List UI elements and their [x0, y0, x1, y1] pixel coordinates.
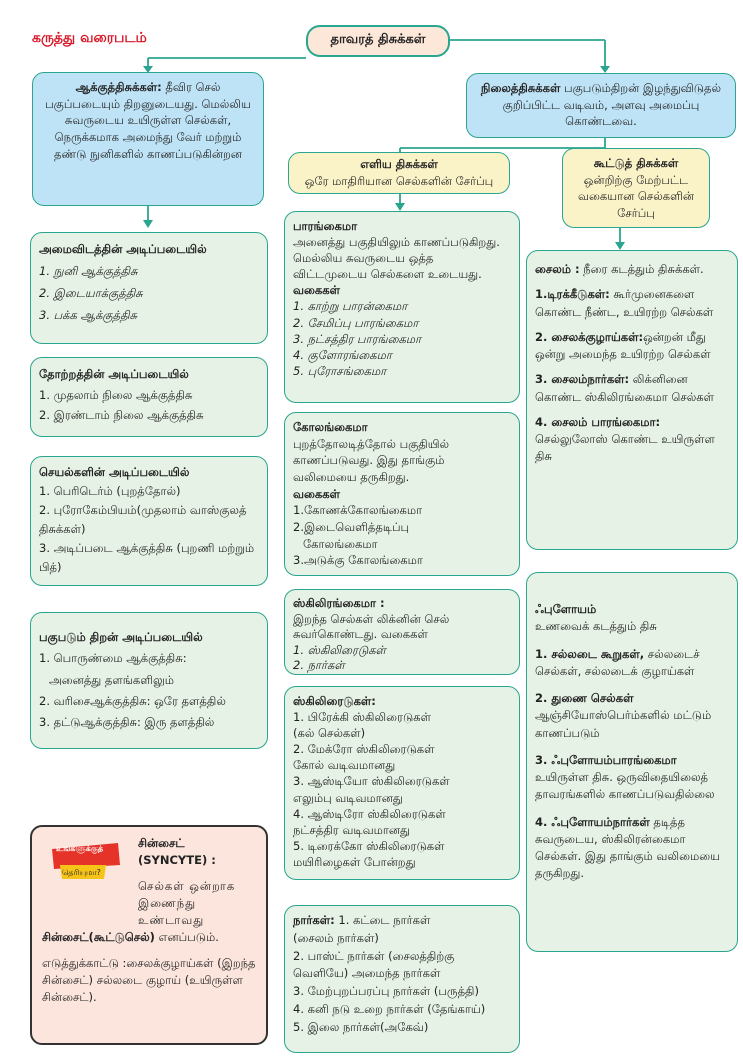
complex-title: கூட்டுத் திசுக்கள்: [593, 156, 679, 170]
list-item: 2. நார்கள்: [293, 658, 345, 673]
list-item: 1. பெரிடெர்ம் (புறத்தோல்): [39, 483, 181, 498]
list-item: 1. முதலாம் நிலை ஆக்குத்திசு: [39, 387, 193, 402]
list-item: 1. பிரேக்கி ஸ்கிலிரைடுகள்: [293, 710, 431, 725]
list-item: 3. அடிப்படை ஆக்குத்திசு (புறணி மற்றும் பித்): [39, 540, 255, 574]
list-item: நட்சத்திர வடிவமானது: [293, 822, 410, 837]
list-item: 2.இடைவெளித்தடிப்பு: [293, 520, 410, 535]
list-item: (கல் செல்கள்): [293, 726, 366, 741]
list-item: 1. நுனி ஆக்குத்திசு: [39, 263, 138, 278]
phloem-entry-label: 3. ஃபுளோயம்பாரங்கைமா: [535, 752, 677, 767]
xylem-heading: சைலம் :: [535, 262, 580, 276]
origin-heading: தோற்றத்தின் அடிப்படையில்: [39, 367, 189, 381]
division-heading: பகுபடும் திறன் அடிப்படையில்: [39, 630, 203, 644]
xylem-entry-text: லிக்னினை கொண்ட ஸ்கிலிரங்கைமா செல்கள்: [535, 372, 715, 404]
badge-bottom-text: தெரியுமா?: [62, 868, 101, 877]
badge-top-text: உங்களுக்குத்: [56, 844, 104, 853]
list-item: 4. ஆஸ்டிரோ ஸ்கிலிரைடுகள்: [293, 806, 446, 821]
complex-tissue-box: [562, 148, 710, 228]
xylem-desc: நீரை கடத்தும் திசுக்கள்.: [579, 262, 704, 276]
know-text: செல்கள் ஒன்றாக இணைந்து உண்டாவது: [138, 878, 236, 927]
sclerenchyma-desc: இறந்த செல்கள் லிக்னின் செல் சுவர்கொண்டது. வகைகள்: [293, 611, 450, 642]
phloem-entry-text: உயிருள்ள திசு. ஒருவிதையிலைத் தாவரங்களில் காணப்படுவதில்லை: [535, 770, 715, 802]
position-heading: அமைவிடத்தின் அடிப்படையில்: [39, 242, 207, 256]
know-term: சின்சைட் (SYNCYTE) :: [138, 836, 216, 868]
list-item: 1. பொருண்மை ஆக்குத்திசு:: [39, 651, 187, 666]
sclerenchyma-heading: ஸ்கிலிரங்கைமா :: [293, 596, 385, 610]
root-node: தாவரத் திசுக்கள்: [306, 25, 450, 57]
permanent-desc: பகுபடும்திறன் இழந்துவிடுதல் குறிப்பிட்ட வடிவம், அளவு அமைப்பு கொண்டவை.: [502, 81, 722, 129]
list-item: 5. புரோசங்கைமா: [293, 363, 387, 378]
phloem-entry-label: 2. துணை செல்கள்: [535, 691, 634, 705]
sclerenchyma-box: [284, 589, 520, 675]
list-item: 2. பாஸ்ட் நார்கள் (சைலத்திற்கு: [293, 948, 455, 963]
collenchyma-heading: கோலங்கைமா: [293, 420, 368, 434]
xylem-entry-label: 1.டிரக்கீடுகள்:: [535, 287, 610, 302]
xylem-entry-text: கூர்முனைகளை கொண்ட நீண்ட, உயிரற்ற செல்கள்: [535, 287, 714, 319]
list-item: 3. தட்டுஆக்குத்திசு: இரு தளத்தில்: [39, 715, 215, 730]
meristem-box: [32, 72, 264, 206]
phloem-entry-text: தடித்த சுவருடைய, ஸ்கிலிரன்கைமா செல்கள். இது தாங்கும் வலிமையை தருகிறது.: [535, 814, 720, 881]
know-example: எடுத்துக்காட்டு :சைலக்குழாய்கள் (இறந்த சின்சைட்) சல்லடை குழாய் (உயிருள்ள சின்சைட்).: [42, 955, 256, 1004]
know-bold: சின்சைட்(கூட்டுசெல்): [42, 930, 155, 945]
parenchyma-types-label: வகைகள்: [293, 283, 340, 298]
know-after: எனப்படும்.: [154, 930, 219, 945]
fibres-box: [284, 905, 520, 1053]
list-item: 2. இரண்டாம் நிலை ஆக்குத்திசு: [39, 408, 204, 423]
collenchyma-desc: புறத்தோலடித்தோல் பகுதியில் காணப்படுவது. இது தாங்கும் வலிமையை தருகிறது.: [293, 436, 450, 485]
simple-tissue-box: [288, 152, 510, 194]
list-item: (சைலம் நார்கள்): [293, 930, 379, 945]
list-item: 1.கோணக்கோலங்கைமா: [293, 503, 423, 518]
complex-desc: ஒன்றிற்கு மேற்பட்ட வகையான செல்களின் சேர்ப்பு: [577, 172, 694, 221]
list-item: 3. ஆஸ்டியோ ஸ்கிலிரைடுகள்: [293, 774, 450, 789]
simple-title: எளிய திசுக்கள்: [360, 157, 438, 171]
phloem-desc: உணவைக் கடத்தும் திசு: [535, 619, 657, 634]
phloem-heading: ஃபுளோயம்: [535, 602, 597, 616]
sclereids-box: [284, 686, 520, 880]
xylem-entry-text: ஒன்றன் மீது ஒன்று அமைந்த உயிரற்ற செல்கள்: [535, 329, 711, 361]
list-item: எலும்பு வடிவமானது: [293, 790, 403, 805]
phloem-entry-label: 1. சல்லடை கூறுகள்,: [535, 646, 645, 661]
list-item: மயிரிழைகள் போன்றது: [293, 854, 416, 869]
page-title: கருத்து வரைபடம்: [32, 30, 147, 46]
list-item: 4. குளோரங்கைமா: [293, 347, 392, 362]
collenchyma-types-label: வகைகள்: [293, 486, 340, 501]
list-item: 2. சேமிப்பு பாரங்கைமா: [293, 315, 419, 330]
meristem-title: ஆக்குத்திசுக்கள்:: [75, 80, 162, 94]
permanent-title: நிலைத்திசுக்கள்: [480, 81, 561, 95]
list-item: 1. காற்று பாரன்கைமா: [293, 299, 408, 314]
simple-desc: ஒரே மாதிரியான செல்களின் சேர்ப்பு: [304, 173, 494, 188]
xylem-entry-label: 4. சைலம் பாரங்கைமா:: [535, 414, 661, 429]
permanent-box: [466, 73, 736, 138]
did-you-know-box: [30, 825, 268, 1045]
xylem-box: [526, 250, 738, 550]
fibres-heading: நார்கள்:: [293, 913, 335, 927]
list-item: 2. புரோகேம்பியம்(முதலாம் வாஸ்குலத் திசுக்கள்): [39, 502, 247, 536]
list-item: 1. கட்டை நார்கள்: [334, 913, 431, 927]
xylem-entry-label: 2. சைலக்குழாய்கள்:: [535, 329, 644, 344]
xylem-entry-label: 3. சைலம்நார்கள்:: [535, 372, 630, 387]
list-item: கோல் வடிவமானது: [293, 758, 396, 773]
phloem-entry-text: சல்லடைச் செல்கள், சல்லடைக் குழாய்கள்: [535, 646, 700, 678]
list-item: வெளியே) அமைந்த நார்கள்: [293, 966, 441, 981]
list-item: 3.அடுக்கு கோலங்கைமா: [293, 553, 423, 568]
list-item: 2. இடையாக்குத்திசு: [39, 285, 143, 300]
collenchyma-box: [284, 412, 520, 576]
list-item: 4. கனி நடு உறை நார்கள் (தேங்காய்): [293, 1002, 486, 1017]
list-item: 3. பக்க ஆக்குத்திசு: [39, 307, 138, 322]
list-item: 1. ஸ்கிலிரைடுகள்: [293, 642, 386, 657]
parenchyma-heading: பாரங்கைமா: [293, 219, 358, 233]
list-item: 3. நட்சத்திர பாரங்கைமா: [293, 331, 422, 346]
xylem-entry-text: செல்லுலோஸ் கொண்ட உயிருள்ள திசு: [535, 432, 715, 464]
function-heading: செயல்களின் அடிப்படையில்: [39, 465, 190, 479]
list-item: 5. டிரைக்கோ ஸ்கிலிரைடுகள்: [293, 838, 445, 853]
list-item: கோலங்கைமா: [303, 536, 378, 551]
meristem-desc: தீவிர செல் பகுப்படையும் திறனுடையது. மெல்லிய சுவருடைய உயிருள்ள செல்கள், நெருக்கமாக அமைந்து வேர் மற்றும் தண்டு நுனிகளில் காணப்படுகின்றன: [45, 80, 251, 161]
list-item: 3. மேற்புறப்பரப்பு நார்கள் (பருத்தி): [293, 984, 479, 999]
phloem-box: [526, 572, 738, 952]
list-item: 5. இலை நார்கள்(அகேவ்): [293, 1019, 429, 1034]
list-item: அனைத்து தளங்களிலும்: [49, 672, 175, 687]
function-box: [30, 456, 268, 586]
list-item: 2. வரிசைஆக்குத்திசு: ஒரே தளத்தில்: [39, 693, 226, 708]
sclereids-heading: ஸ்கிலிரைடுகள்:: [293, 694, 376, 708]
origin-box: [30, 357, 268, 437]
division-box: [30, 612, 268, 749]
parenchyma-box: [284, 211, 520, 403]
list-item: 2. மேக்ரோ ஸ்கிலிரைடுகள்: [293, 742, 435, 757]
parenchyma-desc: அனைத்து பகுதியிலும் காணப்படுகிறது. மெல்லிய சுவருடைய ஒத்த விட்டமுடைய செல்களை உடையது.: [293, 235, 500, 282]
position-box: [30, 232, 268, 344]
phloem-entry-label: 4. ஃபுளோயம்நார்கள்: [535, 814, 650, 829]
phloem-entry-text: ஆஞ்சியோஸ்பெர்ம்களில் மட்டும் காணப்படும்: [535, 708, 712, 740]
